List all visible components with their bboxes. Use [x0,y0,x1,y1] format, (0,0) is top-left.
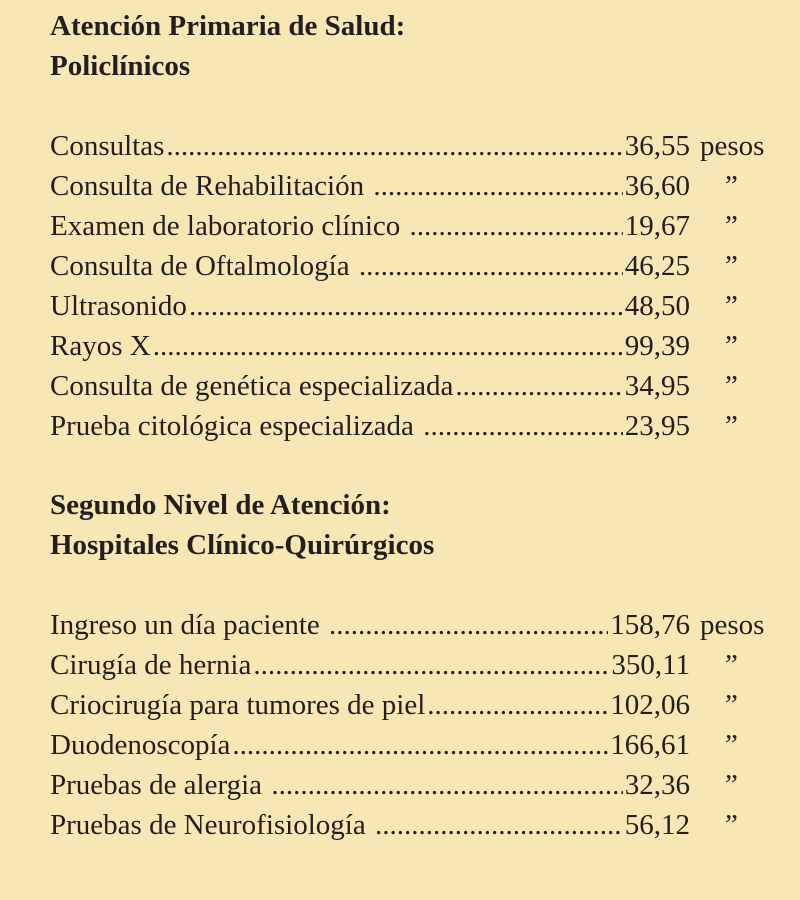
service-amount: 36,55 [623,126,690,166]
dot-leader [50,605,690,645]
section-title: Atención Primaria de Salud: [50,10,406,42]
ditto-mark: ” [725,330,738,362]
dot-leader [50,645,690,685]
service-label: Consultas [50,130,165,162]
service-label: Examen de laboratorio clínico [50,210,408,242]
price-row [50,406,774,446]
service-label: Pruebas de Neurofisiología [50,809,373,841]
price-row [50,206,774,246]
price-row [50,126,774,166]
section-heading-hospitals [50,485,434,565]
service-amount: 19,67 [623,206,690,246]
price-list-primary-care [50,126,774,446]
price-row [50,645,774,685]
price-row [50,685,774,725]
ditto-mark: ” [725,649,738,681]
service-amount: 36,60 [623,166,690,206]
section-title: Segundo Nivel de Atención: [50,489,391,521]
ditto-mark: ” [725,410,738,442]
price-row [50,166,774,206]
price-row [50,366,774,406]
service-amount: 166,61 [608,725,690,765]
service-label: Duodenoscopía [50,729,231,761]
dot-leader [50,206,690,246]
currency-unit: pesos [700,609,765,641]
dot-leader [50,406,690,446]
section-subtitle: Policlínicos [50,50,191,82]
price-row [50,605,774,645]
dot-leader [50,685,690,725]
service-amount: 46,25 [623,246,690,286]
service-label: Criocirugía para tumores de piel [50,689,426,721]
dot-leader [50,805,690,845]
service-label: Consulta de genética especializada [50,370,454,402]
ditto-mark: ” [725,170,738,202]
service-amount: 48,50 [623,286,690,326]
service-label: Ultrasonido [50,290,187,322]
price-row [50,765,774,805]
service-label: Ingreso un día paciente [50,609,328,641]
dot-leader [50,725,690,765]
dot-leader [50,166,690,206]
service-label: Prueba citológica especializada [50,410,422,442]
dot-leader [50,126,690,166]
ditto-mark: ” [725,210,738,242]
service-amount: 350,11 [609,645,690,685]
ditto-mark: ” [725,809,738,841]
dot-leader [50,765,690,805]
service-amount: 102,06 [608,685,690,725]
section-subtitle: Hospitales Clínico-Quirúrgicos [50,529,435,561]
currency-unit: pesos [700,130,765,162]
price-list-hospitals [50,605,774,845]
price-row [50,246,774,286]
dot-leader [50,286,690,326]
service-label: Consulta de Rehabilitación [50,170,372,202]
price-row [50,725,774,765]
service-label: Cirugía de hernia [50,649,252,681]
price-row [50,805,774,845]
ditto-mark: ” [725,290,738,322]
service-amount: 34,95 [623,366,690,406]
ditto-mark: ” [725,769,738,801]
service-amount: 32,36 [623,765,690,805]
service-amount: 99,39 [623,326,690,366]
service-label: Rayos X [50,330,151,362]
service-amount: 158,76 [608,605,690,645]
dot-leader [50,246,690,286]
dot-leader [50,366,690,406]
dot-leader [50,326,690,366]
ditto-mark: ” [725,729,738,761]
ditto-mark: ” [725,689,738,721]
price-row [50,326,774,366]
section-heading-primary-care [50,6,405,86]
service-label: Pruebas de alergia [50,769,270,801]
service-amount: 56,12 [623,805,690,845]
service-label: Consulta de Oftalmología [50,250,357,282]
ditto-mark: ” [725,250,738,282]
ditto-mark: ” [725,370,738,402]
price-row [50,286,774,326]
service-amount: 23,95 [623,406,690,446]
